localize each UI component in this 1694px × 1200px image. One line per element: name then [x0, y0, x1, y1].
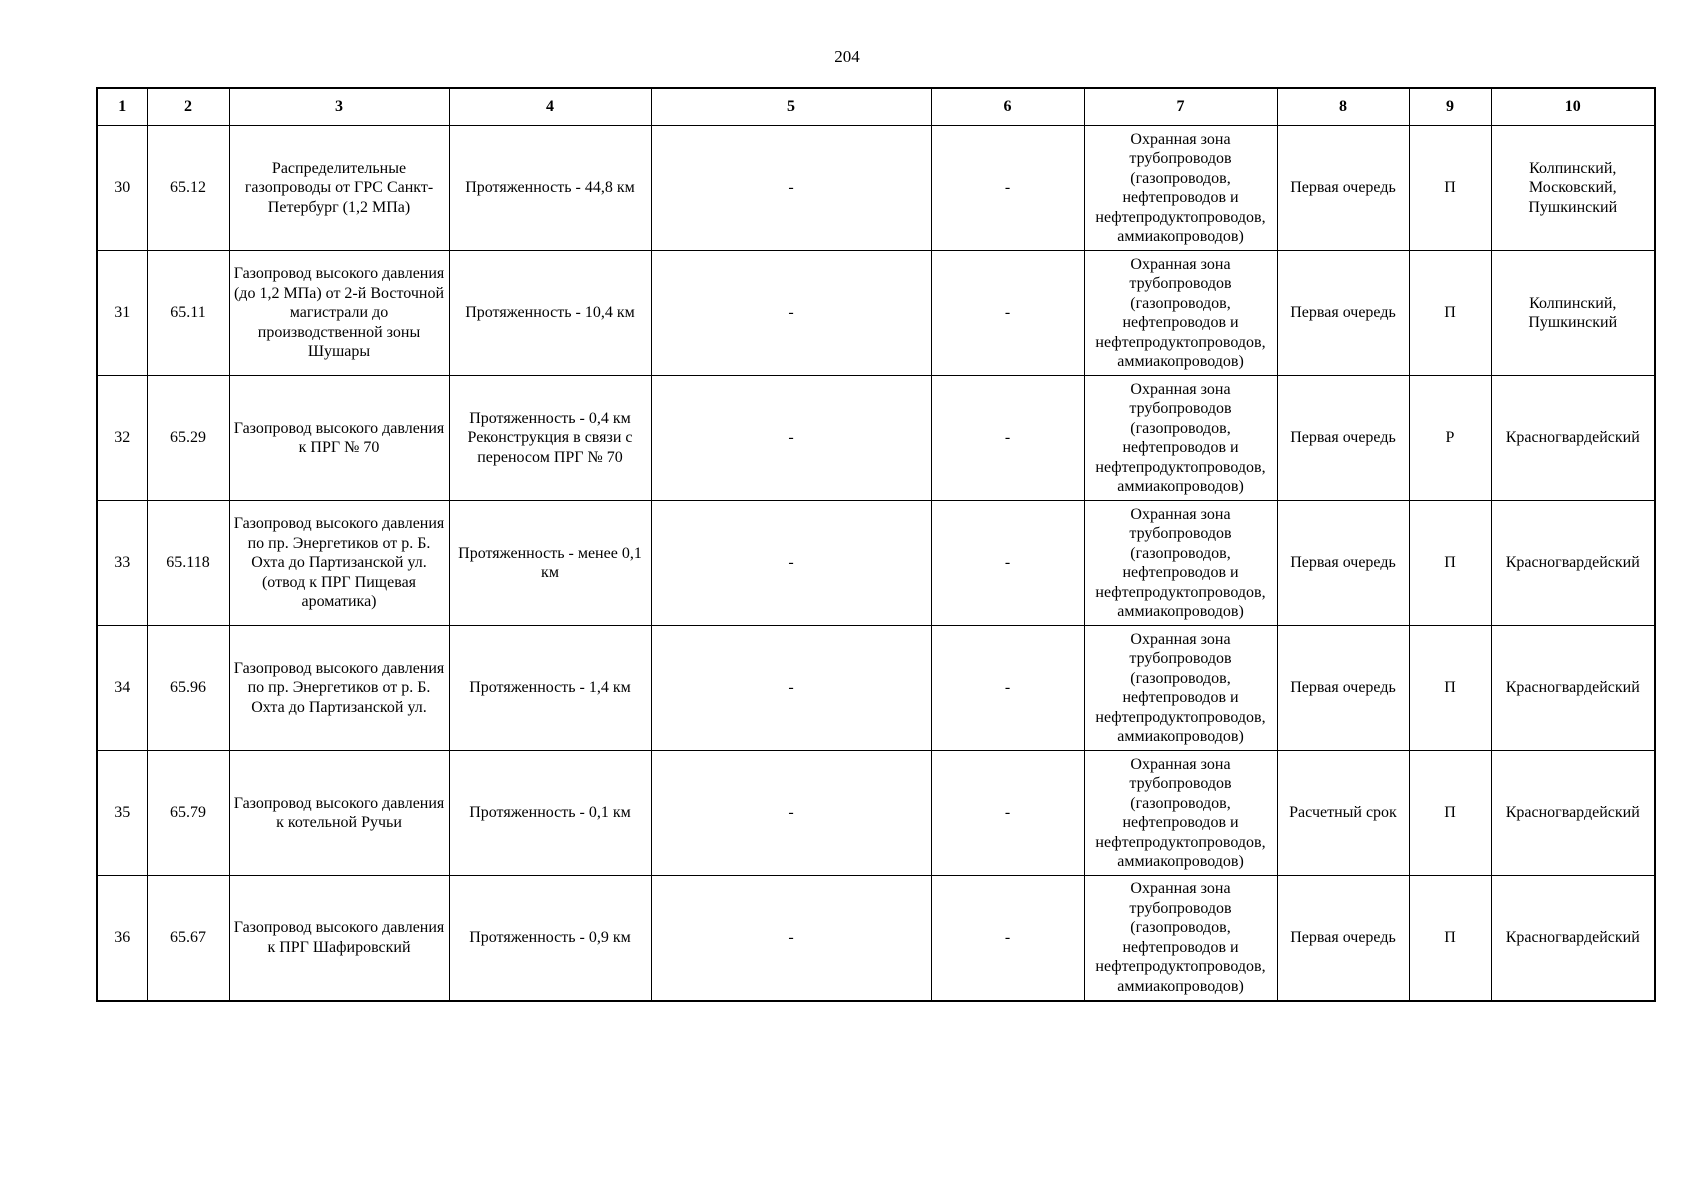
column-6-value: -	[931, 626, 1084, 751]
object-type: П	[1409, 751, 1491, 876]
object-name: Распределительные газопроводы от ГРС Санкт-Петербург (1,2 МПа)	[229, 126, 449, 251]
row-number: 35	[97, 751, 147, 876]
protection-zone: Охранная зона трубопроводов (газопроводов, нефтепроводов и нефтепродуктопроводов, аммиакопроводов)	[1084, 251, 1277, 376]
object-characteristics: Протяженность - менее 0,1 км	[449, 501, 651, 626]
object-characteristics: Протяженность - 1,4 км	[449, 626, 651, 751]
column-6-value: -	[931, 501, 1084, 626]
object-code: 65.11	[147, 251, 229, 376]
object-type: П	[1409, 626, 1491, 751]
column-6-value: -	[931, 751, 1084, 876]
protection-zone: Охранная зона трубопроводов (газопроводов, нефтепроводов и нефтепродуктопроводов, аммиакопроводов)	[1084, 876, 1277, 1001]
column-5-value: -	[651, 751, 931, 876]
implementation-stage: Первая очередь	[1277, 626, 1409, 751]
row-number: 32	[97, 376, 147, 501]
column-5-value: -	[651, 376, 931, 501]
protection-zone: Охранная зона трубопроводов (газопроводов, нефтепроводов и нефтепродуктопроводов, аммиакопроводов)	[1084, 501, 1277, 626]
district: Красногвардейский	[1491, 751, 1655, 876]
object-characteristics: Протяженность - 44,8 км	[449, 126, 651, 251]
table-row	[97, 751, 1655, 876]
object-type: П	[1409, 876, 1491, 1001]
object-characteristics: Протяженность - 0,1 км	[449, 751, 651, 876]
column-5-value: -	[651, 626, 931, 751]
header-row	[97, 88, 1655, 126]
table-row	[97, 626, 1655, 751]
protection-zone: Охранная зона трубопроводов (газопроводов, нефтепроводов и нефтепродуктопроводов, аммиакопроводов)	[1084, 751, 1277, 876]
object-characteristics: Протяженность - 0,9 км	[449, 876, 651, 1001]
object-code: 65.67	[147, 876, 229, 1001]
column-header: 7	[1084, 88, 1277, 126]
district: Колпинский, Московский, Пушкинский	[1491, 126, 1655, 251]
object-characteristics: Протяженность - 0,4 км Реконструкция в связи с переносом ПРГ № 70	[449, 376, 651, 501]
column-6-value: -	[931, 251, 1084, 376]
object-code: 65.29	[147, 376, 229, 501]
object-name: Газопровод высокого давления к ПРГ Шафировский	[229, 876, 449, 1001]
column-header: 8	[1277, 88, 1409, 126]
column-header: 1	[97, 88, 147, 126]
row-number: 34	[97, 626, 147, 751]
object-type: П	[1409, 251, 1491, 376]
column-header: 5	[651, 88, 931, 126]
column-header: 6	[931, 88, 1084, 126]
column-6-value: -	[931, 376, 1084, 501]
district: Красногвардейский	[1491, 626, 1655, 751]
protection-zone: Охранная зона трубопроводов (газопроводов, нефтепроводов и нефтепродуктопроводов, аммиакопроводов)	[1084, 376, 1277, 501]
column-6-value: -	[931, 876, 1084, 1001]
column-header: 10	[1491, 88, 1655, 126]
row-number: 36	[97, 876, 147, 1001]
district: Красногвардейский	[1491, 876, 1655, 1001]
column-header: 3	[229, 88, 449, 126]
protection-zone: Охранная зона трубопроводов (газопроводов, нефтепроводов и нефтепродуктопроводов, аммиакопроводов)	[1084, 626, 1277, 751]
page-number: 204	[834, 47, 860, 66]
implementation-stage: Расчетный срок	[1277, 751, 1409, 876]
implementation-stage: Первая очередь	[1277, 501, 1409, 626]
row-number: 30	[97, 126, 147, 251]
object-name: Газопровод высокого давления (до 1,2 МПа) от 2-й Восточной магистрали до производственной зоны Шушары	[229, 251, 449, 376]
column-5-value: -	[651, 876, 931, 1001]
object-type: П	[1409, 501, 1491, 626]
object-name: Газопровод высокого давления по пр. Энергетиков от р. Б. Охта до Партизанской ул.	[229, 626, 449, 751]
column-5-value: -	[651, 251, 931, 376]
table-row	[97, 376, 1655, 501]
protection-zone: Охранная зона трубопроводов (газопроводов, нефтепроводов и нефтепродуктопроводов, аммиакопроводов)	[1084, 126, 1277, 251]
object-characteristics: Протяженность - 10,4 км	[449, 251, 651, 376]
table-row	[97, 126, 1655, 251]
object-code: 65.79	[147, 751, 229, 876]
object-code: 65.118	[147, 501, 229, 626]
table-row	[97, 251, 1655, 376]
registry-table	[96, 87, 1656, 1002]
column-header: 4	[449, 88, 651, 126]
column-5-value: -	[651, 501, 931, 626]
implementation-stage: Первая очередь	[1277, 126, 1409, 251]
object-code: 65.12	[147, 126, 229, 251]
column-6-value: -	[931, 126, 1084, 251]
table-row	[97, 501, 1655, 626]
object-name: Газопровод высокого давления к ПРГ № 70	[229, 376, 449, 501]
implementation-stage: Первая очередь	[1277, 376, 1409, 501]
object-name: Газопровод высокого давления по пр. Энергетиков от р. Б. Охта до Партизанской ул. (отвод к ПРГ Пищевая ароматика)	[229, 501, 449, 626]
implementation-stage: Первая очередь	[1277, 876, 1409, 1001]
district: Красногвардейский	[1491, 376, 1655, 501]
district: Красногвардейский	[1491, 501, 1655, 626]
object-code: 65.96	[147, 626, 229, 751]
table-row	[97, 876, 1655, 1001]
column-header: 9	[1409, 88, 1491, 126]
row-number: 31	[97, 251, 147, 376]
implementation-stage: Первая очередь	[1277, 251, 1409, 376]
object-name: Газопровод высокого давления к котельной Ручьи	[229, 751, 449, 876]
district: Колпинский, Пушкинский	[1491, 251, 1655, 376]
object-type: Р	[1409, 376, 1491, 501]
row-number: 33	[97, 501, 147, 626]
column-header: 2	[147, 88, 229, 126]
object-type: П	[1409, 126, 1491, 251]
column-5-value: -	[651, 126, 931, 251]
